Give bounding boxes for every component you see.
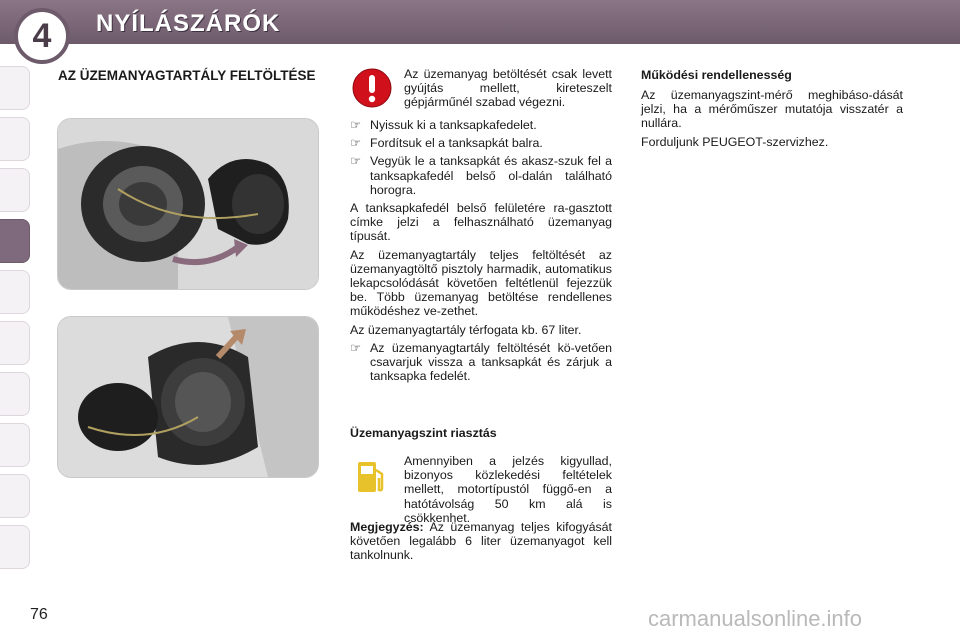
chapter-tab-10[interactable] [0,525,30,569]
warning-text: Az üzemanyag betöltését csak levett gyújtás mellett, kireteszelt gépjárműnél szabad végezni. [404,67,612,110]
malfunction-heading: Működési rendellenesség [641,68,792,82]
chapter-tab-7[interactable] [0,372,30,416]
fuel-cap-photo-hook [57,316,319,478]
section-title: AZ ÜZEMANYAGTARTÁLY FELTÖLTÉSE [58,68,316,83]
page-number: 76 [30,606,48,623]
paragraph: Az üzemanyagtartály térfogata kb. 67 liter. [350,322,582,337]
paragraph: Forduljunk PEUGEOT-szervizhez. [641,134,829,149]
chapter-tab-6[interactable] [0,321,30,365]
chapter-tab-4-active[interactable] [0,219,30,263]
chapter-tab-9[interactable] [0,474,30,518]
chapter-tab-5[interactable] [0,270,30,314]
chapter-title: NYÍLÁSZÁRÓK [96,10,281,37]
chapter-tab-2[interactable] [0,117,30,161]
list-item: ☞ Az üzemanyagtartály feltöltését kö-vetően csavarjuk vissza a tanksapkát és zárjuk a tanksapka fedelét. [350,340,612,384]
chapter-number: 4 [14,8,70,64]
fuel-alert-heading: Üzemanyagszint riasztás [350,426,497,440]
fuel-cap-photo-open [57,118,319,290]
pointer-hand-icon: ☞ [350,154,362,169]
list-item: ☞ Vegyük le a tanksapkát és akasz-szuk fel a tanksapkafedél belső ol-dalán található horogra. [350,154,612,197]
pointer-hand-icon: ☞ [350,136,362,151]
chapter-tab-3[interactable] [0,168,30,212]
paragraph: Az üzemanyagszint-mérő meghibáso-dását jelzi, ha a mérőműszer mutatója visszatér a nullára. [641,88,903,131]
note-text: Az üzemanyag teljes kifogyását követően legalább 6 liter üzemanyagot kell tankolnunk. [350,520,612,563]
list-item: ☞ Nyissuk ki a tanksapkafedelet. [350,118,537,132]
watermark: carmanualsonline.info [648,606,863,631]
fuel-alert-text: Amennyiben a jelzés kigyullad, bizonyos közlekedési feltételek mellett, motortípustól függő-en a hatótávolság 50 km alá is csökkenhet. [404,454,612,525]
paragraph: Az üzemanyagtartály teljes feltöltését az üzemanyagtöltő pisztoly harmadik, automatikus lekapcsolódását követően feltétlenül fejezzük be. Több üzemanyag betöltése rendellenes működéshez ve-zethet. [350,247,612,319]
chapter-tabs [0,66,34,576]
pointer-hand-icon: ☞ [350,118,362,132]
chapter-tab-1[interactable] [0,66,30,110]
exclamation-icon [352,68,392,108]
fuel-pump-icon [354,456,388,496]
pointer-hand-icon: ☞ [350,340,362,355]
malfunction-column [641,68,903,153]
instructions-column [350,118,612,387]
list-item: ☞ Fordítsuk el a tanksapkát balra. [350,136,543,151]
note-label: Megjegyzés: [350,520,424,534]
paragraph: A tanksapkafedél belső felületére ra-gasztott címke jelzi a felhasználható üzemanyag típusát. [350,201,612,244]
note-paragraph [350,520,612,563]
chapter-tab-8[interactable] [0,423,30,467]
